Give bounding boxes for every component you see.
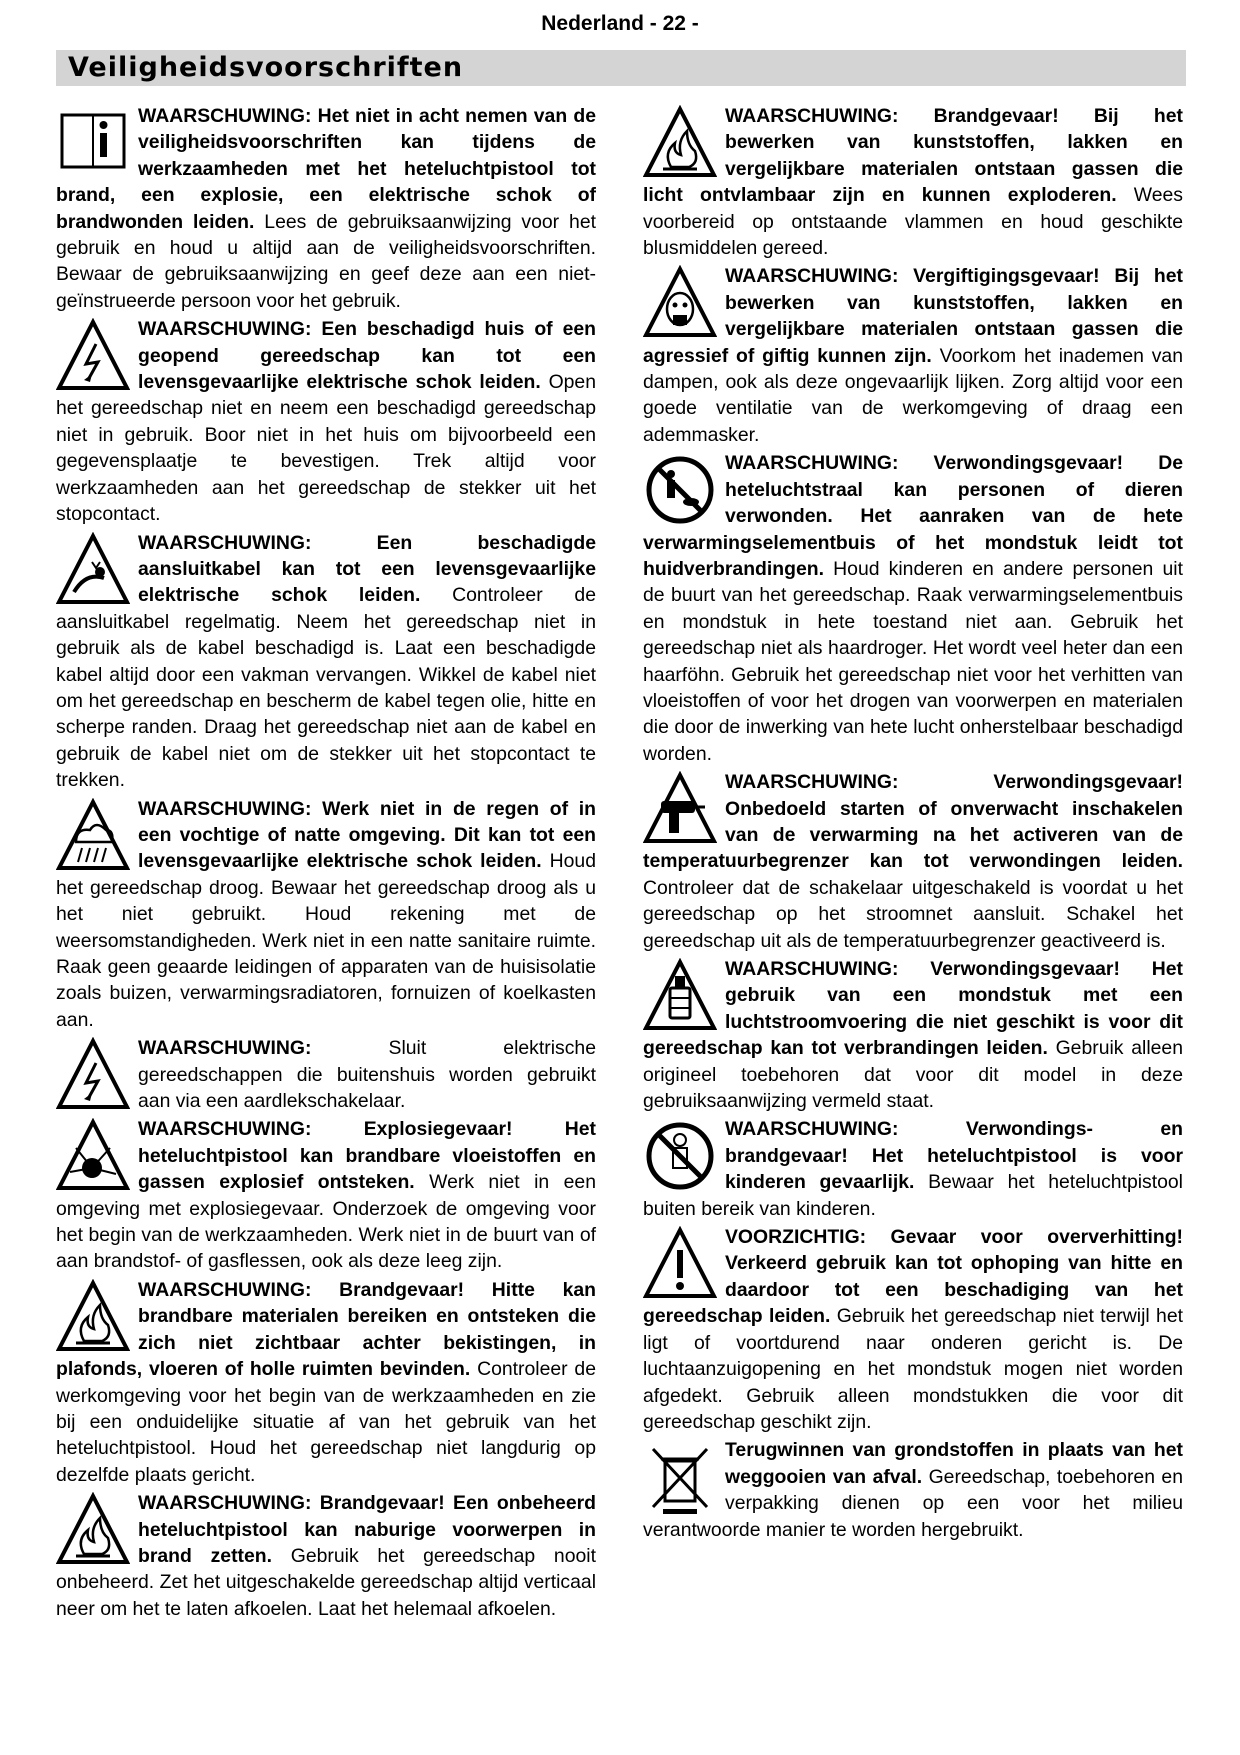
rain-warning-icon bbox=[56, 798, 130, 874]
section-title-bar bbox=[56, 50, 1186, 86]
warning-paragraph bbox=[56, 316, 596, 527]
warning-heading: WAARSCHUWING: Verwondingsgevaar! Onbedoeld starten of onverwacht inschakelen van de verwarming na het activeren van de temperatuurbegrenzer kan tot verwondingen leiden. bbox=[643, 771, 1183, 873]
recycling-bin-icon bbox=[643, 1439, 717, 1515]
warning-text: Lees de gebruiksaanwijzing voor het gebruik en houd u altijd aan de veiligheidsvoorschriften. Bewaar de gebruiksaanwijzing en geef deze aan een niet-geïnstrueerde persoon voor het gebruik. bbox=[56, 210, 596, 312]
no-persons-animals-icon bbox=[643, 452, 717, 528]
warning-text: Gebruik het gereedschap nooit onbeheerd. Zet het uitgeschakelde gereedschap altijd verticaal neer om het te laten afkoelen. Laat het helemaal afkoelen. bbox=[56, 1544, 596, 1620]
fire-warning-icon bbox=[56, 1492, 130, 1568]
warning-paragraph bbox=[56, 1277, 596, 1488]
warning-text: Sluit elektrische gereedschappen die buitenshuis worden gebruikt aan via een aardlekschakelaar. bbox=[138, 1037, 596, 1113]
warning-heading: WAARSCHUWING: Verwondingsgevaar! De heteluchtstraal kan personen of dieren verwonden. Het aanraken van de hete verwarmingselementbuis of het mondstuk leidt tot huidverbrandingen. bbox=[643, 452, 1183, 580]
warning-paragraph bbox=[643, 1437, 1183, 1543]
warning-paragraph bbox=[643, 103, 1183, 261]
respirator-warning-icon bbox=[643, 265, 717, 341]
damaged-cable-warning-icon bbox=[56, 532, 130, 608]
warning-heading: WAARSCHUWING: Een beschadigde aansluitkabel kan tot een levensgevaarlijke elektrische schok leiden. bbox=[138, 531, 596, 607]
warning-heading: WAARSCHUWING: Explosiegevaar! Het heteluchtpistool kan brandbare vloeistoffen en gassen explosief ontsteken. bbox=[138, 1118, 596, 1194]
warning-paragraph bbox=[56, 1035, 596, 1114]
warning-text: Voorkom het inademen van dampen, ook als deze ongevaarlijk lijken. Zorg altijd voor een goede ventilatie van de werkomgeving of draag een ademmasker. bbox=[643, 344, 1183, 446]
warning-paragraph bbox=[56, 796, 596, 1034]
keep-away-children-icon bbox=[643, 1118, 717, 1194]
right-column bbox=[643, 103, 1183, 1545]
warning-heading: WAARSCHUWING: Verwondingsgevaar! Het gebruik van een mondstuk met een luchtstroomvoering die niet geschikt is voor dit gereedschap kan tot verbrandingen leiden. bbox=[643, 958, 1183, 1060]
warning-text: Houd het gereedschap droog. Bewaar het gereedschap droog als u het niet gebruikt. Houd rekening met de weersomstandigheden. Werk niet in een natte sanitaire ruimte. Raak geen geaarde leidingen of apparaten van de huisisolatie zoals buizen, verwarmingsradiatoren, fornuizen of koelkasten aan. bbox=[56, 850, 597, 1031]
nozzle-warning-icon bbox=[643, 958, 717, 1034]
warning-text: Wees voorbereid op ontstaande vlammen en houd geschikte blusmiddelen gereed. bbox=[643, 184, 1184, 260]
warning-heading: WAARSCHUWING: Een beschadigd huis of een geopend gereedschap kan tot een levensgevaarlijke elektrische schok leiden. bbox=[138, 318, 596, 394]
warning-paragraph bbox=[643, 956, 1183, 1114]
warning-heading: WAARSCHUWING: Vergiftigingsgevaar! Bij het bewerken van kunststoffen, lakken en vergelijkbare materialen ontstaan gassen die agressief of giftig kunnen zijn. bbox=[643, 265, 1183, 367]
warning-heading: WAARSCHUWING: Brandgevaar! Bij het bewerken van kunststoffen, lakken en vergelijkbare materialen ontstaan gassen die licht ontvlambaar zijn en kunnen exploderen. bbox=[643, 105, 1183, 207]
warning-text: Gebruik alleen origineel toebehoren dat voor dit model in deze gebruiksaanwijzing vermeld staat. bbox=[643, 1037, 1183, 1113]
warning-heading: VOORZICHTIG: Gevaar voor oververhitting! Verkeerd gebruik kan tot ophoping van hitte en daardoor tot een beschadiging van het gereedschap leiden. bbox=[643, 1226, 1183, 1328]
warning-heading: WAARSCHUWING: Brandgevaar! Hitte kan brandbare materialen bereiken en ontsteken die zich niet zichtbaar achter bekistingen, in plafonds, vloeren of holle ruimten bevinden. bbox=[56, 1278, 596, 1381]
warning-text: Gereedschap, toebehoren en verpakking dienen op een voor het milieu verantwoorde manier te worden hergebruikt. bbox=[643, 1465, 1183, 1541]
manual-info-icon bbox=[56, 105, 130, 181]
warning-heading: WAARSCHUWING: Verwondings- en brandgevaar! Het heteluchtpistool is voor kinderen gevaarlijk. bbox=[725, 1118, 1183, 1194]
warning-text: Controleer de aansluitkabel regelmatig. Neem het gereedschap niet in gebruik als de kabel beschadigd is. Laat een beschadigde kabel altijd door een vakman vervangen. Wikkel de kabel niet om het gereedschap en bescherm de kabel tegen olie, hitte en scherpe randen. Draag het gereedschap niet aan de kabel en gebruik de kabel niet om de stekker uit het stopcontact te trekken. bbox=[56, 584, 596, 792]
warning-paragraph bbox=[643, 450, 1183, 767]
warning-text: Bewaar het heteluchtpistool buiten bereik van kinderen. bbox=[643, 1171, 1183, 1220]
warning-text: Gebruik het gereedschap niet terwijl het ligt of voortdurend naar onderen gericht is. De luchtaanzuigopening en het mondstuk mogen niet worden afgedekt. Gebruik alleen mondstukken die voor dit gereedschap geschikt zijn. bbox=[643, 1305, 1184, 1433]
warning-paragraph bbox=[56, 103, 596, 314]
warning-paragraph bbox=[643, 1224, 1183, 1435]
warning-paragraph bbox=[643, 263, 1183, 448]
heat-gun-warning-icon bbox=[643, 771, 717, 847]
explosion-warning-icon bbox=[56, 1118, 130, 1194]
section-title: Veiligheidsvoorschriften bbox=[68, 52, 464, 83]
warning-paragraph bbox=[56, 1116, 596, 1274]
warning-heading: WAARSCHUWING: bbox=[138, 1037, 312, 1060]
warning-paragraph bbox=[643, 1116, 1183, 1222]
warning-paragraph bbox=[56, 1490, 596, 1622]
warning-heading: WAARSCHUWING: Brandgevaar! Een onbeheerd heteluchtpistool kan naburige voorwerpen in brand zetten. bbox=[138, 1492, 596, 1567]
warning-heading: WAARSCHUWING: Het niet in acht nemen van de veiligheidsvoorschriften kan tijdens de werkzaamheden met het heteluchtpistool tot brand, een explosie, een elektrische schok of brandwonden leiden. bbox=[56, 105, 596, 233]
electric-shock-warning-icon bbox=[56, 318, 130, 394]
warning-heading: WAARSCHUWING: Werk niet in de regen of in een vochtige of natte omgeving. Dit kan tot een levensgevaarlijke elektrische schok leiden. bbox=[138, 797, 596, 873]
electric-shock-warning-icon bbox=[56, 1037, 130, 1113]
warning-text: Werk niet in een omgeving met explosiegevaar. Onderzoek de omgeving voor het begin van de werkzaamheden. Werk niet in de buurt van of aan brandstof- of gasflessen, ook als deze leeg zijn. bbox=[56, 1171, 596, 1273]
warning-paragraph bbox=[56, 530, 596, 794]
caution-exclamation-icon bbox=[643, 1226, 717, 1302]
warning-paragraph bbox=[643, 769, 1183, 954]
fire-warning-icon bbox=[643, 105, 717, 181]
left-column bbox=[56, 103, 596, 1624]
warning-heading: Terugwinnen van grondstoffen in plaats van het weggooien van afval. bbox=[725, 1439, 1183, 1488]
warning-text: Controleer dat de schakelaar uitgeschakeld is voordat u het gereedschap op het stroomnet aansluit. Schakel het gereedschap uit als de temperatuurbegrenzer geactiveerd is. bbox=[643, 876, 1183, 952]
page-header: Nederland - 22 - bbox=[541, 12, 699, 35]
warning-text: Houd kinderen en andere personen uit de buurt van het gereedschap. Raak verwarmingselementbuis en mondstuk in hete toestand niet aan. Gebruik het gereedschap niet als haardroger. Het wordt veel heter dan een haarföhn. Gebruik het gereedschap niet voor het verhitten van vloeistoffen of voor het drogen van voorwerpen en materialen die door de inwerking van hete lucht onherstelbaar beschadigd worden. bbox=[643, 557, 1183, 765]
fire-warning-icon bbox=[56, 1279, 130, 1355]
warning-text: Controleer de werkomgeving voor het begin van de werkzaamheden en zie bij een onduidelijke situatie af van het gebruik van het heteluchtpistool. Houd het gereedschap niet langdurig op dezelfde plaats gericht. bbox=[56, 1358, 596, 1486]
warning-text: Open het gereedschap niet en neem een beschadigd gereedschap niet in gebruik. Boor niet in het huis om bijvoorbeeld een gegevensplaatje te bevestigen. Trek altijd voor werkzaamheden aan het gereedschap de stekker uit het stopcontact. bbox=[56, 371, 597, 526]
